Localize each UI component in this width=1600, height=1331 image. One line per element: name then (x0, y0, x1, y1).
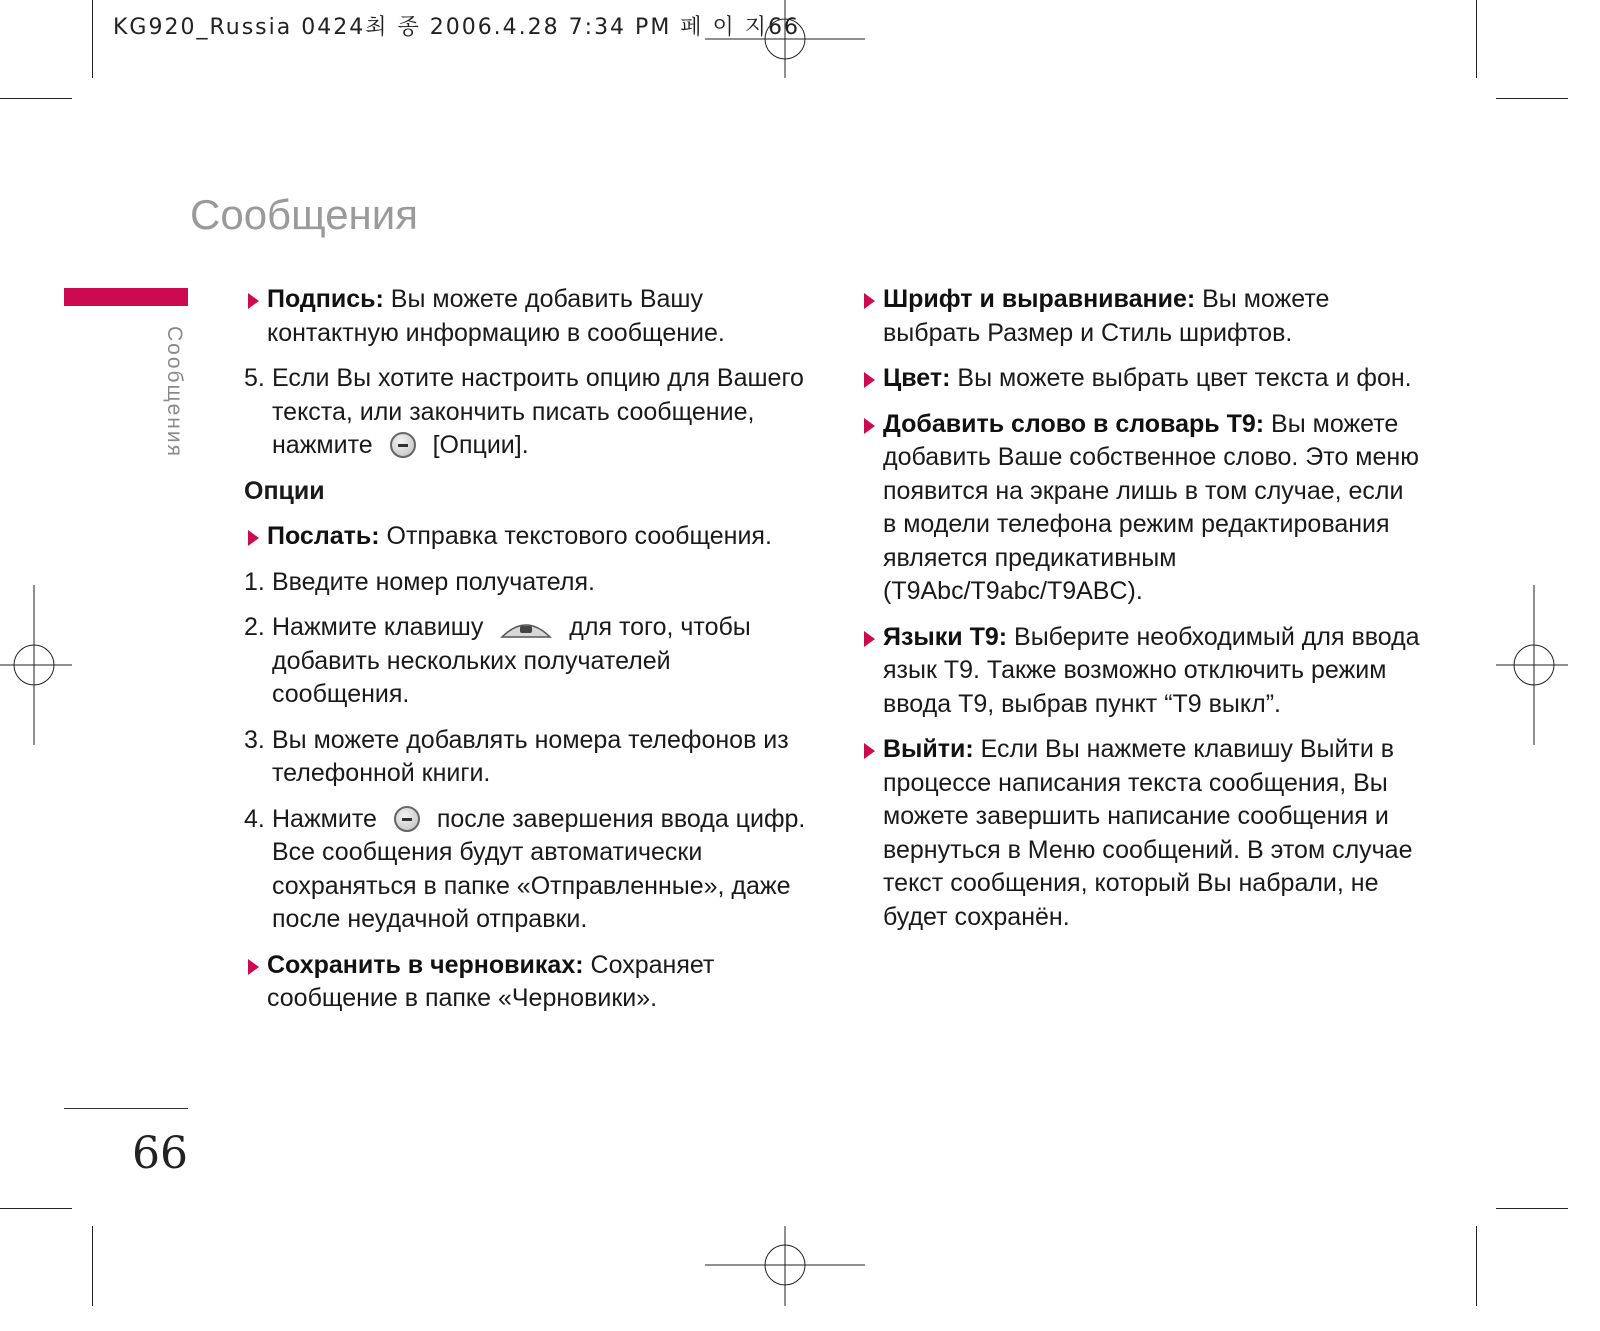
option-text: Если Вы нажмете клавишу Выйти в процессе написания текста сообщения, Вы можете завершить написание сообщения и вернуться в Меню сообщений. В этом случае текст сообщения, который Вы набрали, не будет сохранён. (883, 735, 1413, 931)
option-text: Сохраняет сообщение в папке «Черновики». (267, 950, 715, 1012)
step-text: Введите номер получателя. (272, 567, 595, 596)
option-add-word (860, 408, 1420, 609)
option-color (860, 362, 1420, 396)
option-term: Сохранить в черновиках: (267, 950, 584, 979)
option-term: Подпись: (267, 285, 384, 313)
page-title: Сообщения (190, 191, 418, 239)
option-send (244, 520, 814, 554)
registration-mark-right (1496, 585, 1568, 745)
option-save-drafts (244, 949, 814, 1016)
right-column (860, 283, 1420, 946)
step-2 (244, 611, 814, 712)
call-key-icon (500, 615, 552, 641)
step-text: для того, чтобы добавить нескольких получателей сообщения. (272, 613, 751, 708)
ok-key-icon (390, 432, 416, 458)
options-heading: Опции (244, 476, 325, 505)
step-text: Если Вы хотите настроить опцию для Вашего текста, или закончить писать сообщение, нажмите (272, 364, 804, 459)
step-1 (244, 566, 814, 600)
step-3 (244, 724, 814, 791)
step-text: Нажмите (272, 804, 377, 833)
print-slug: KG920_Russia 0424최 종 2006.4.28 7:34 PM 페 이 지66 (113, 15, 801, 40)
step-number: 3. (244, 725, 265, 754)
option-text: Вы можете добавить Ваше собственное слово. Это меню появится на экране лишь в том случае, если в модели телефона режим редактирования является предикативным (T9Abc/T9abc/T9ABC). (883, 409, 1419, 605)
step-number: 2. (244, 613, 265, 641)
option-signature (244, 283, 814, 350)
footer-rule (64, 1108, 188, 1109)
page-number: 66 (132, 1128, 188, 1179)
registration-mark-bottom (705, 1226, 865, 1306)
option-text: Отправка текстового сообщения. (379, 522, 772, 550)
registration-mark-left (0, 585, 72, 745)
step-number: 4. (244, 804, 265, 833)
option-t9-languages (860, 621, 1420, 722)
section-tab-label: Сообщения (163, 326, 186, 458)
step-text: [Опции]. (432, 431, 529, 459)
step-5 (244, 362, 814, 463)
option-term: Языки T9: (883, 622, 1008, 651)
option-text: Вы можете выбрать Размер и Стиль шрифтов. (883, 285, 1330, 347)
step-number: 1. (244, 567, 265, 596)
step-4 (244, 803, 814, 937)
option-term: Добавить слово в словарь T9: (883, 409, 1265, 438)
option-text: Выберите необходимый для ввода язык T9. Также возможно отключить режим ввода T9, выбрав пункт “T9 выкл”. (883, 622, 1420, 718)
option-font (860, 283, 1420, 350)
ok-key-icon (394, 806, 420, 832)
step-number: 5. (244, 364, 265, 392)
option-exit (860, 733, 1420, 934)
left-column (244, 283, 814, 1028)
step-text: после завершения ввода цифр. Все сообщения будут автоматически сохраняться в папке «Отправленные», даже после неудачной отправки. (272, 804, 806, 933)
step-text: Нажмите клавишу (272, 613, 484, 641)
option-term: Шрифт и выравнивание: (883, 285, 1196, 313)
option-text: Вы можете добавить Вашу контактную информацию в сообщение. (267, 285, 725, 347)
option-term: Послать: (267, 522, 380, 550)
section-accent-bar (64, 288, 188, 306)
step-text: Вы можете добавлять номера телефонов из телефонной книги. (272, 725, 789, 787)
option-term: Цвет: (883, 364, 951, 392)
option-term: Выйти: (883, 735, 974, 763)
option-text: Вы можете выбрать цвет текста и фон. (950, 364, 1412, 392)
